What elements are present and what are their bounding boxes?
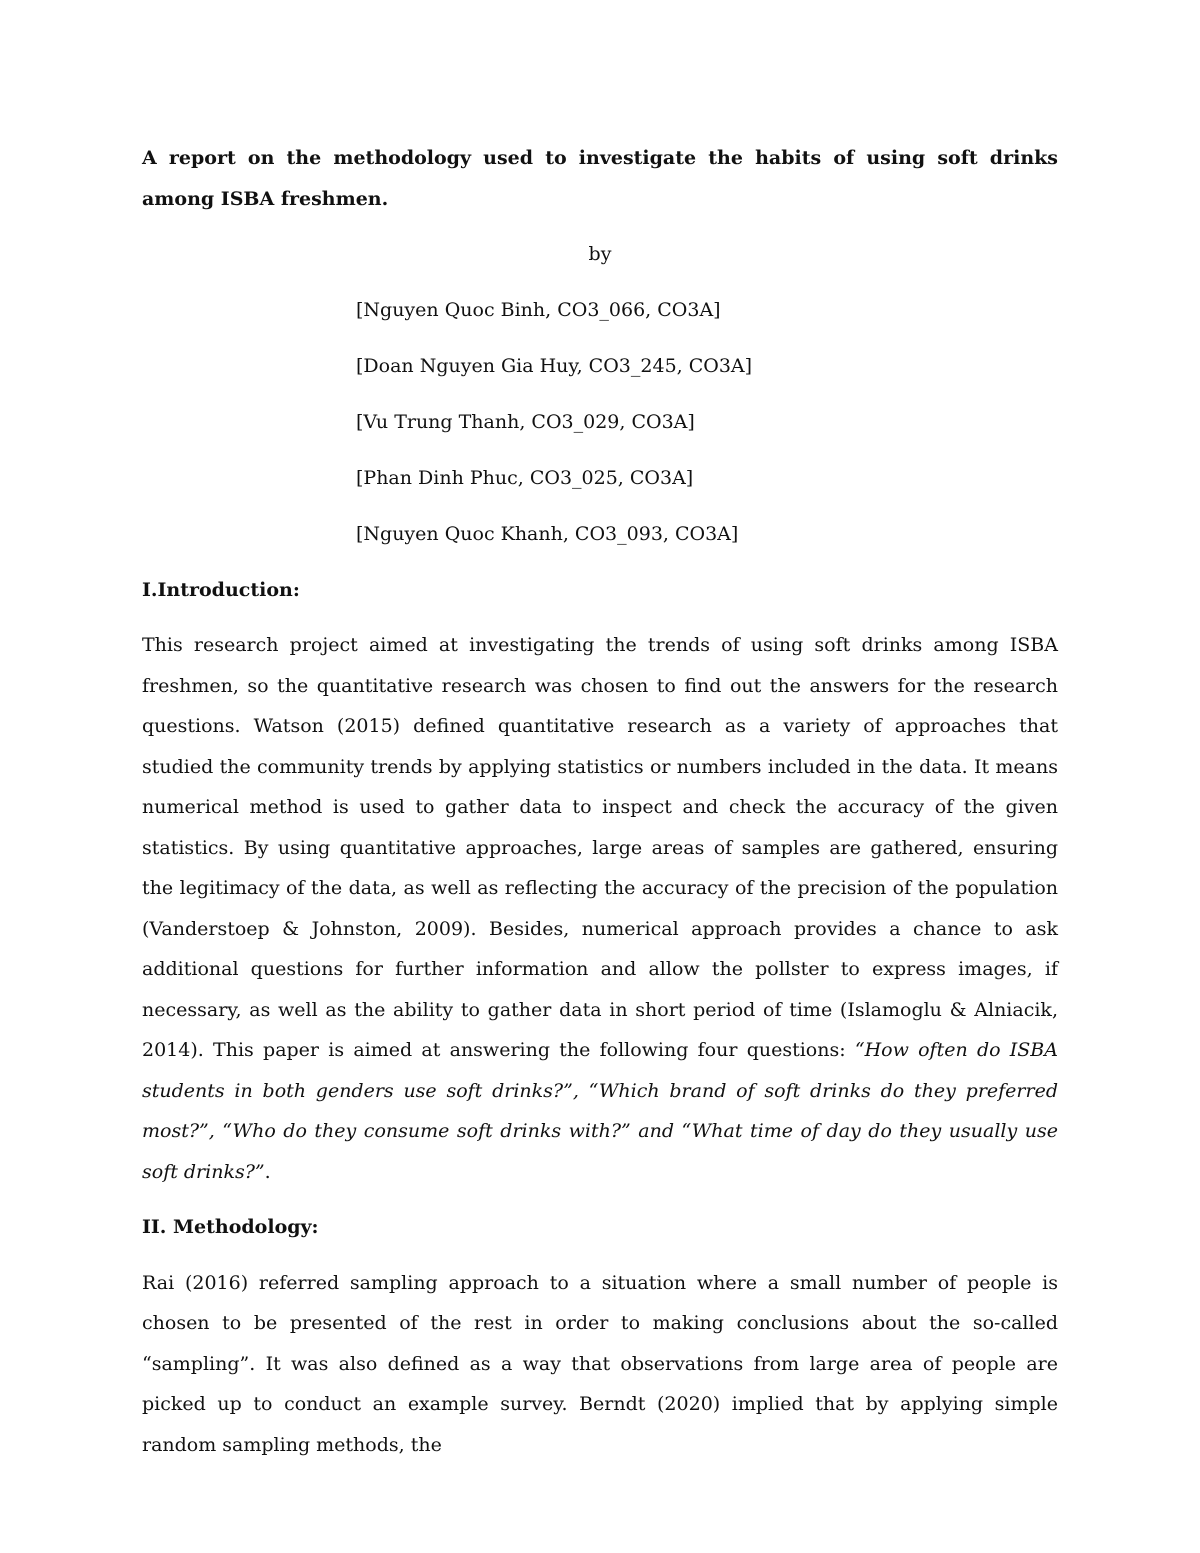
introduction-text: This research project aimed at investigating the trends of using soft drinks among ISBA freshmen, so the quantitative research was chosen to find out the answers for the research questions. Watson (2015) defined quantitative research as a variety of approaches that studied the community trends by applying statistics or numbers included in the data. It means numerical method is used to gather data to inspect and check the accuracy of the given statistics. By using quantitative approaches, large areas of samples are gathered, ensuring the legitimacy of the data, as well as reflecting the accuracy of the precision of the population (Vanderstoep & Johnston, 2009). Besides, numerical approach provides a chance to ask additional questions for further information and allow the pollster to express images, if necessary, as well as the ability to gather data in short period of time (Islamoglu & Alniacik, 2014). This paper is aimed at answering the following four questions: (142, 634, 1058, 1061)
document-page (142, 138, 1058, 1480)
author-entry: [Nguyen Quoc Binh, CO3_066, CO3A] (356, 298, 721, 321)
research-questions: “How often do ISBA students in both genders use soft drinks?”, “Which brand of soft drinks do they preferred most?”, “Who do they consume soft drinks with?” and “What time of day do they usually use soft drinks?” (142, 1039, 1058, 1183)
section-heading-methodology: II. Methodology: (142, 1216, 319, 1238)
author-entry: [Vu Trung Thanh, CO3_029, CO3A] (356, 410, 695, 433)
methodology-text: Rai (2016) referred sampling approach to a situation where a small number of people is chosen to be presented of the rest in order to making conclusions about the so-called “sampling”. It was also defined as a way that observations from large area of people are picked up to conduct an example survey. Berndt (2020) implied that by applying simple random sampling methods, the (142, 1271, 1058, 1456)
methodology-paragraph (142, 1263, 1058, 1466)
introduction-end: . (264, 1160, 271, 1183)
author-list (356, 290, 1058, 555)
author-entry: [Phan Dinh Phuc, CO3_025, CO3A] (356, 466, 694, 489)
document-title: A report on the methodology used to investigate the habits of using soft drinks among ISBA freshmen. (142, 147, 1058, 210)
section-heading-introduction: I.Introduction: (142, 578, 300, 601)
introduction-paragraph (142, 625, 1058, 1192)
author-entry: [Doan Nguyen Gia Huy, CO3_245, CO3A] (356, 354, 753, 377)
byline: by (588, 243, 612, 265)
author-entry: [Nguyen Quoc Khanh, CO3_093, CO3A] (356, 522, 739, 545)
